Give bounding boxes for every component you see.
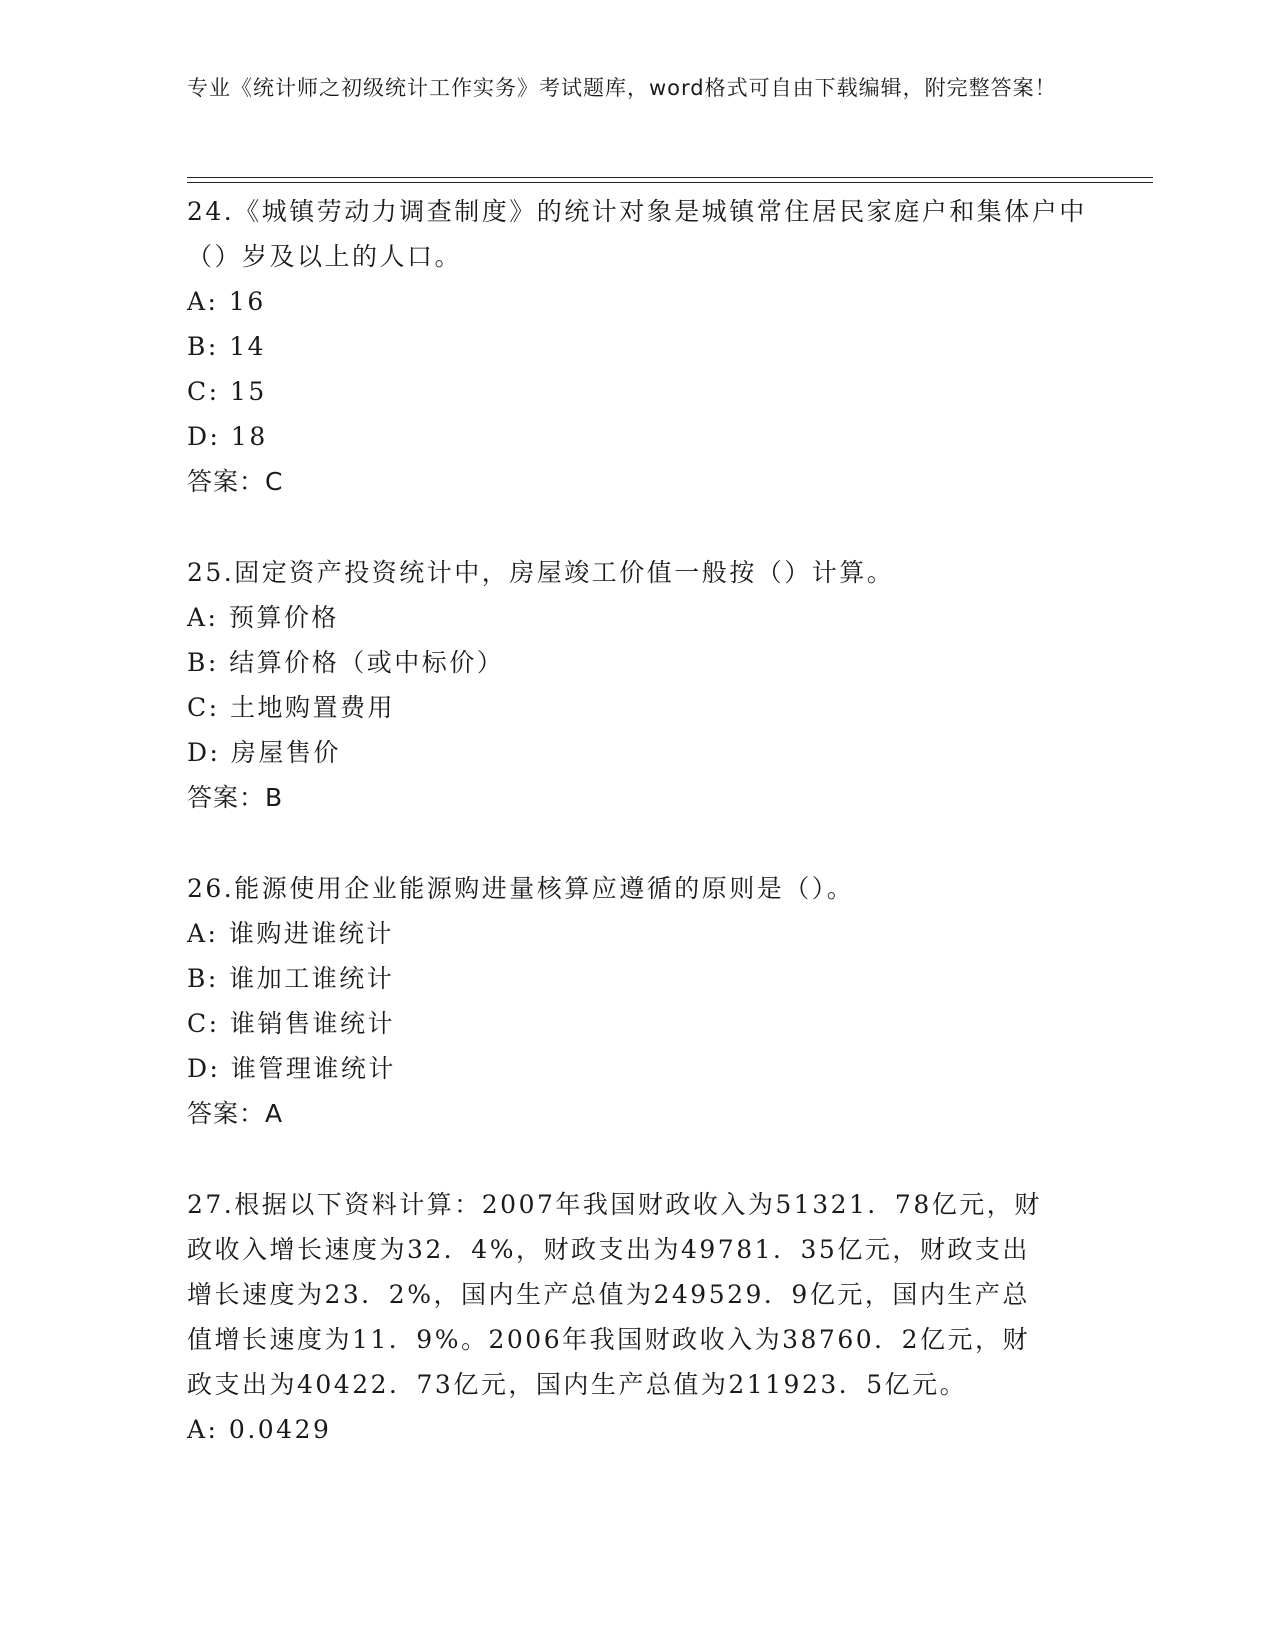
- question-list: [187, 189, 1087, 1452]
- option-b: B: 谁加工谁统计: [187, 964, 395, 993]
- answer-label: 答案：C: [187, 467, 284, 496]
- option-a: A: 16: [187, 287, 266, 316]
- question-26: [187, 866, 1087, 1136]
- question-stem: 24.《城镇劳动力调查制度》的统计对象是城镇常住居民家庭户和集体户中（）岁及以上的人口。: [187, 197, 1087, 271]
- option-a: A: 谁购进谁统计: [187, 919, 394, 948]
- option-a: A: 0.0429: [187, 1415, 332, 1444]
- option-b: B: 结算价格（或中标价）: [187, 648, 505, 677]
- question-stem: 26.能源使用企业能源购进量核算应遵循的原则是（）。: [187, 874, 855, 903]
- answer-label: 答案：A: [187, 1099, 284, 1128]
- question-25: [187, 550, 1087, 820]
- option-d: D: 房屋售价: [187, 738, 341, 767]
- question-27: [187, 1182, 1087, 1452]
- option-d: D: 18: [187, 422, 268, 451]
- option-a: A: 预算价格: [187, 603, 339, 632]
- option-b: B: 14: [187, 332, 267, 361]
- header-divider-top: [187, 177, 1153, 178]
- question-stem: 27.根据以下资料计算：2007年我国财政收入为51321．78亿元，财政收入增长速度为32．4%，财政支出为49781．35亿元，财政支出增长速度为23．2%，国内生产总值为249529．9亿元，国内生产总值增长速度为11．9%。2006年我国财政收入为38760．2亿元，财政支出为40422．73亿元，国内生产总值为211923．5亿元。: [187, 1190, 1042, 1399]
- answer-label: 答案：B: [187, 783, 284, 812]
- option-c: C: 15: [187, 377, 267, 406]
- option-c: C: 土地购置费用: [187, 693, 395, 722]
- option-c: C: 谁销售谁统计: [187, 1009, 395, 1038]
- header-divider-bottom: [187, 182, 1153, 183]
- option-d: D: 谁管理谁统计: [187, 1054, 396, 1083]
- question-24: [187, 189, 1087, 504]
- question-stem: 25.固定资产投资统计中，房屋竣工价值一般按（）计算。: [187, 558, 895, 587]
- document-header: 专业《统计师之初级统计工作实务》考试题库，word格式可自由下载编辑，附完整答案！: [187, 76, 1057, 100]
